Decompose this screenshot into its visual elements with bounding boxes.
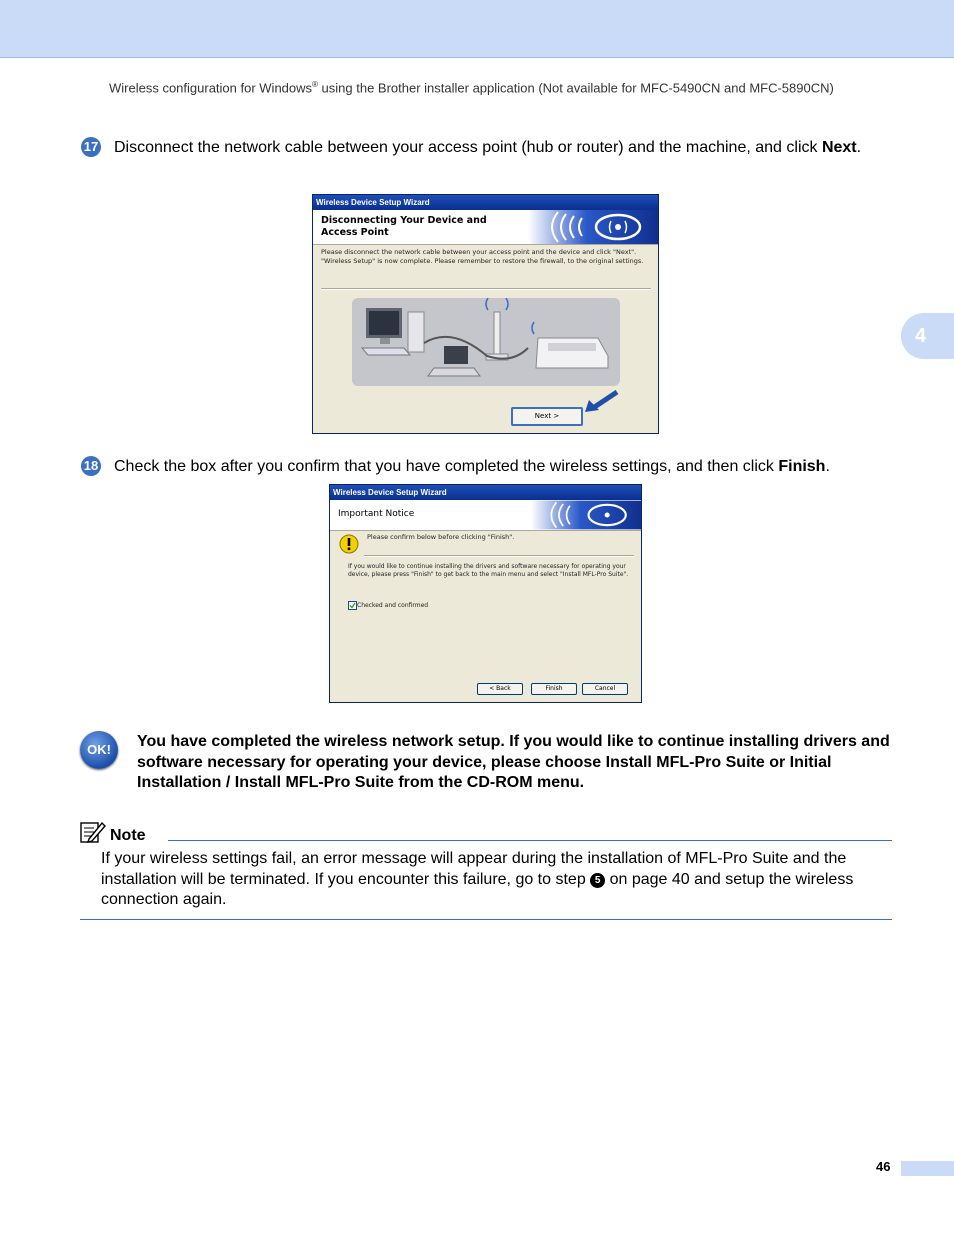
step-17-text: Disconnect the network cable between your access point (hub or router) and the machine, and click Next. [114,139,862,156]
arrow-pointer-icon [583,390,619,414]
step-18-number: 18 [81,456,101,476]
confirm-checkbox[interactable] [348,601,357,610]
page-bar [901,1161,954,1176]
dialog-heading: Disconnecting Your Device and Access Point [321,215,487,238]
dialog-titlebar: Wireless Device Setup Wizard [313,195,658,210]
warning-icon [339,534,359,554]
page-number: 46 [876,1159,891,1174]
cancel-button[interactable]: Cancel [582,683,628,695]
wireless-logo-icon [528,210,658,244]
dialog-separator [364,555,634,557]
checkmark-icon [349,602,356,609]
note-pencil-icon [80,820,107,844]
note-rule-bottom [80,919,892,920]
dialog-heading: Important Notice [338,509,415,519]
completion-message: You have completed the wireless network setup. If you would like to continue installing drivers and software necessary for operating your device, please choose Install MFL-Pro Suite or Initial Installation / Install MFL-Pro Suite from the CD-ROM menu. [137,733,890,791]
next-button[interactable]: Next > [511,407,583,426]
dialog-header [313,210,658,245]
finish-button[interactable]: Finish [531,683,577,695]
wireless-logo-icon [531,500,641,530]
note-title: Note [110,827,146,844]
confirm-checkbox-label: Checked and confirmed [357,602,429,609]
dialog-titlebar: Wireless Device Setup Wizard [330,485,641,500]
network-devices-illustration [352,298,620,386]
dialog-important-notice [329,484,642,703]
dialog-disconnecting [312,194,659,434]
step-17-number: 17 [81,137,101,157]
note-rule-top [168,840,892,841]
dialog-header [330,500,641,531]
top-band [0,0,954,58]
warning-message: Please confirm below before clicking "Finish". [367,533,515,541]
back-button[interactable]: < Back [477,683,523,695]
dialog-separator [321,288,651,290]
ok-badge-icon: OK! [80,731,118,769]
notice-message: If you would like to continue installing the drivers and software necessary for operating your device, please press "Finish" to get back to the main menu and select "Install MFL-Pro Suite". [348,563,629,579]
dialog-message: Please disconnect the network cable between your access point and the device and click "Next". "Wireless Setup" is now complete. Please remember to restore the firewall, to the original settings. [321,248,644,265]
note-text: If your wireless settings fail, an error message will appear during the installation of MFL-Pro Suite and the installation will be terminated. If you encounter this failure, go to step 5 on page 40 and setup the wireless connection again. [101,850,854,908]
chapter-tab: 4 [901,313,954,359]
running-header: Wireless configuration for Windows® using the Brother installer application (Not available for MFC-5490CN and MFC-5890CN) [109,80,834,96]
step-ref-badge: 5 [590,873,605,888]
step-18-text: Check the box after you confirm that you have completed the wireless settings, and then click Finish. [114,458,830,475]
